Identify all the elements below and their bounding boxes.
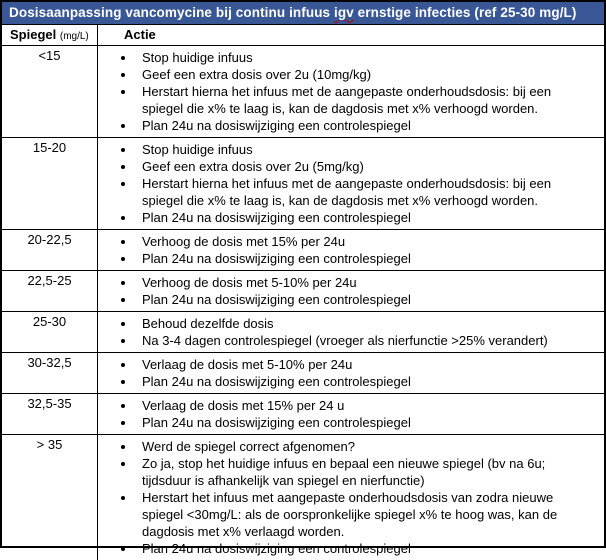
spiegel-column-label: Spiegel: [10, 27, 57, 42]
actie-item: • Stop huidige infuus: [136, 141, 594, 158]
spiegel-value: 30-32,5: [27, 355, 72, 370]
actie-list: [98, 232, 600, 268]
actie-list: [98, 273, 600, 309]
actie-item: • Plan 24u na dosiswijziging een controlespiegel: [136, 540, 594, 557]
actie-item: • Werd de spiegel correct afgenomen?: [136, 438, 594, 455]
spiegel-column-unit: (mg/L): [59, 31, 89, 42]
actie-item: • Plan 24u na dosiswijziging een controlespiegel: [136, 117, 594, 134]
actie-list: [98, 396, 600, 432]
table-row: [2, 394, 604, 435]
actie-list: [98, 140, 600, 227]
actie-item: • Plan 24u na dosiswijziging een controlespiegel: [136, 209, 594, 226]
spiegel-value: 22,5-25: [27, 273, 72, 288]
spiegel-cell: [2, 46, 98, 137]
actie-item: • Behoud dezelfde dosis: [136, 315, 594, 332]
table-row: [2, 435, 604, 560]
title-text-after: ernstige infecties (ref 25-30 mg/L): [353, 5, 577, 20]
actie-item: • Verlaag de dosis met 15% per 24 u: [136, 397, 594, 414]
spiegel-value: 25-30: [32, 314, 67, 329]
actie-item: • Zo ja, stop het huidige infuus en bepaal een nieuwe spiegel (bv na 6u; tijdsduur is afhankelijk van spiegel en nierfunctie): [136, 455, 594, 489]
spiegel-cell: [2, 353, 98, 393]
column-header-actie: [98, 25, 604, 45]
actie-column-label: Actie: [124, 27, 156, 42]
actie-item: • Plan 24u na dosiswijziging een controlespiegel: [136, 291, 594, 308]
spiegel-value: > 35: [36, 437, 63, 452]
column-header-spiegel: [2, 25, 98, 45]
actie-item: • Herstart hierna het infuus met de aangepaste onderhoudsdosis: bij een spiegel die x% te laag is, kan de dagdosis met x% verhoogd worden.: [136, 83, 594, 117]
actie-item: • Geef een extra dosis over 2u (5mg/kg): [136, 158, 594, 175]
table-body: [2, 46, 604, 560]
spiegel-value: 32,5-35: [27, 396, 72, 411]
table-row: [2, 312, 604, 353]
title-text-before: Dosisaanpassing vancomycine bij continu infuus: [9, 5, 335, 20]
spiegel-cell: [2, 394, 98, 434]
actie-item: • Plan 24u na dosiswijziging een controlespiegel: [136, 250, 594, 267]
table-row: [2, 46, 604, 138]
actie-item: • Verhoog de dosis met 5-10% per 24u: [136, 274, 594, 291]
spiegel-value: 20-22,5: [27, 232, 72, 247]
table-row: [2, 271, 604, 312]
table-row: [2, 353, 604, 394]
actie-cell: [98, 353, 604, 393]
actie-list: [98, 314, 600, 350]
actie-cell: [98, 312, 604, 352]
actie-list: [98, 437, 600, 558]
actie-item: • Herstart hierna het infuus met de aangepaste onderhoudsdosis: bij een spiegel die x% te laag is, kan de dagdosis met x% verhoogd worden.: [136, 175, 594, 209]
actie-item: • Stop huidige infuus: [136, 49, 594, 66]
spiegel-cell: [2, 230, 98, 270]
actie-cell: [98, 138, 604, 229]
spiegel-cell: [2, 435, 98, 560]
title-spellcheck-flagged-word: igv: [334, 5, 354, 20]
column-header-row: [2, 25, 604, 46]
table-title: [2, 2, 604, 25]
spiegel-cell: [2, 271, 98, 311]
actie-cell: [98, 230, 604, 270]
actie-item: • Na 3-4 dagen controlespiegel (vroeger als nierfunctie >25% verandert): [136, 332, 594, 349]
actie-cell: [98, 394, 604, 434]
table-row: [2, 138, 604, 230]
spiegel-cell: [2, 138, 98, 229]
actie-item: • Geef een extra dosis over 2u (10mg/kg): [136, 66, 594, 83]
actie-cell: [98, 435, 604, 560]
actie-list: [98, 355, 600, 391]
spiegel-value: <15: [38, 48, 61, 63]
actie-item: • Plan 24u na dosiswijziging een controlespiegel: [136, 373, 594, 390]
spiegel-cell: [2, 312, 98, 352]
actie-item: • Plan 24u na dosiswijziging een controlespiegel: [136, 414, 594, 431]
table-row: [2, 230, 604, 271]
actie-list: [98, 48, 600, 135]
actie-item: • Verhoog de dosis met 15% per 24u: [136, 233, 594, 250]
actie-item: • Verlaag de dosis met 5-10% per 24u: [136, 356, 594, 373]
actie-cell: [98, 46, 604, 137]
actie-cell: [98, 271, 604, 311]
actie-item: • Herstart het infuus met aangepaste onderhoudsdosis van zodra nieuwe spiegel <30mg/L: als de oorspronkelijke spiegel x% te hoog was, kan de dagdosis met x% verlaagd worden.: [136, 489, 594, 540]
spiegel-value: 15-20: [32, 140, 67, 155]
